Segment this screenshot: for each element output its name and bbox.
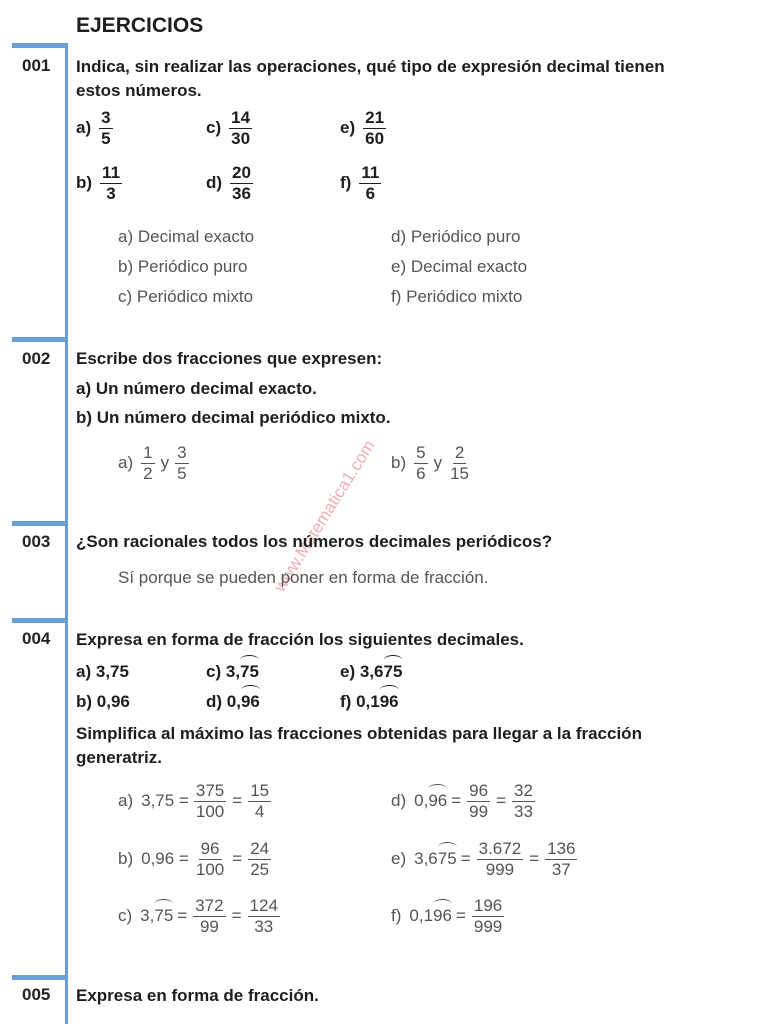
exercise-bar bbox=[12, 521, 68, 526]
answer-text: a) Decimal exacto bbox=[118, 227, 255, 246]
exercise-statement: ¿Son racionales todos los números decimales periódicos? bbox=[76, 532, 553, 551]
answer-text: c) Periódico mixto bbox=[118, 287, 254, 306]
fraction-item: e) $\frac{21}{60}$ bbox=[340, 108, 385, 148]
answer-text: b) Periódico puro bbox=[118, 257, 248, 276]
exercise-statement: Simplifica al máximo las fracciones obtenidas para llegar a la fracción generatriz. bbox=[76, 724, 642, 767]
page-title: EJERCICIOS bbox=[76, 14, 204, 37]
exercise-number: 004 bbox=[22, 629, 51, 648]
answer-fractions: a) $\frac{1}{2}$ y $\frac{3}{5}$ bbox=[118, 443, 187, 483]
period-arc: 96 bbox=[428, 791, 448, 811]
exercise-bar bbox=[12, 337, 68, 342]
exercise-bar bbox=[12, 975, 68, 980]
exercise-subitem: a) Un número decimal exacto. bbox=[76, 379, 317, 398]
solution-d: d) 0, 96 = $\frac{96}{99}$ = $\frac{32}{33}$ bbox=[391, 781, 533, 821]
answer-text: f) Periódico mixto bbox=[391, 287, 523, 306]
solution-f: f) 0,1 96 = $\frac{196}{999}$ bbox=[391, 896, 503, 936]
solution-c: c) 3, 75 = $\frac{372}{99}$ = $\frac{124}{33}$ bbox=[118, 896, 278, 936]
exercise-statement: Expresa en forma de fracción. bbox=[76, 986, 319, 1005]
decimal-item: b) 0,96 bbox=[76, 692, 130, 711]
decimal-item: f) 0,196 bbox=[340, 692, 399, 711]
period-arc: 96 bbox=[433, 906, 452, 926]
solution-b: b) 0,96 = $\frac{96}{100}$ = $\frac{24}{25}$ bbox=[118, 839, 270, 879]
period-arc: 75 bbox=[383, 662, 403, 681]
answer-text: e) Decimal exacto bbox=[391, 257, 528, 276]
exercise-number: 002 bbox=[22, 349, 51, 368]
period-arc: 75 bbox=[437, 849, 457, 869]
period-arc: 96 bbox=[240, 692, 260, 711]
exercise-number: 005 bbox=[22, 985, 51, 1004]
exercise-statement: Indica, sin realizar las operaciones, qué tipo de expresión decimal tienen estos números. bbox=[76, 57, 665, 100]
period-arc: 96 bbox=[379, 692, 399, 711]
answer-fractions: b) $\frac{5}{6}$ y $\frac{2}{15}$ bbox=[391, 443, 470, 483]
fraction-item: c) $\frac{14}{30}$ bbox=[206, 108, 251, 148]
answer-text: d) Periódico puro bbox=[391, 227, 521, 246]
solution-e: e) 3,6 75 = $\frac{3.672}{999}$ = $\frac{136}{37}$ bbox=[391, 839, 576, 879]
decimal-item: e) 3,675 bbox=[340, 662, 403, 681]
decimal-item: c) 3,75 bbox=[206, 662, 259, 681]
fraction-item: d) $\frac{20}{36}$ bbox=[206, 163, 251, 203]
period-arc: 75 bbox=[154, 906, 174, 926]
period-arc: 75 bbox=[240, 662, 259, 681]
fraction-item: a) $\frac{3}{5}$ bbox=[76, 108, 111, 148]
exercise-bar bbox=[12, 43, 68, 48]
exercise-bar bbox=[12, 618, 68, 623]
fraction-item: f) $\frac{11}{6}$ bbox=[340, 163, 380, 203]
exercise-statement: Escribe dos fracciones que expresen: bbox=[76, 349, 383, 368]
exercise-statement: Expresa en forma de fracción los siguientes decimales. bbox=[76, 630, 524, 649]
exercise-subitem: b) Un número decimal periódico mixto. bbox=[76, 408, 391, 427]
decimal-item: d) 0,96 bbox=[206, 692, 260, 711]
fraction-item: b) $\frac{11}{3}$ bbox=[76, 163, 121, 203]
exercise-number: 001 bbox=[22, 56, 51, 75]
decimal-item: a) 3,75 bbox=[76, 662, 129, 681]
answer-text: Sí porque se pueden poner en forma de fracción. bbox=[118, 568, 489, 587]
margin-rule bbox=[65, 43, 68, 1024]
exercise-number: 003 bbox=[22, 532, 51, 551]
solution-a: a) 3,75 = $\frac{375}{100}$ = $\frac{15}{4}$ bbox=[118, 781, 270, 821]
